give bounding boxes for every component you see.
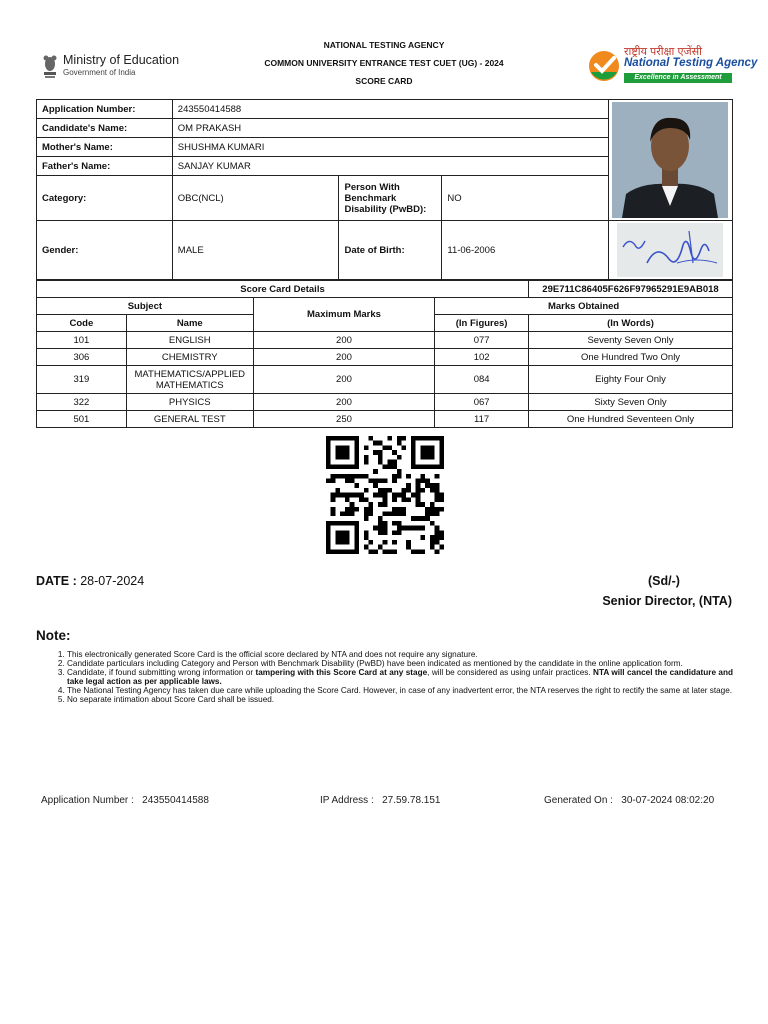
- words-header: (In Words): [529, 315, 733, 332]
- note-item: 1. This electronically generated Score Card is the official score declared by NTA and does not require any signature.: [67, 650, 733, 659]
- ministry-subtitle: Government of India: [63, 68, 136, 77]
- score-card-details-label: Score Card Details: [37, 281, 529, 298]
- subject-header: Subject: [37, 298, 254, 315]
- exam-title: COMMON UNIVERSITY ENTRANCE TEST CUET (UG) - 2024: [264, 58, 504, 68]
- photo-cell: [608, 100, 732, 221]
- footer-ip-value: 27.59.78.151: [382, 795, 441, 806]
- gender-value: MALE: [172, 221, 339, 280]
- marks-figures: 077: [435, 332, 529, 349]
- footer-app-label: Application Number :: [41, 795, 134, 806]
- figures-header: (In Figures): [435, 315, 529, 332]
- marks-words: One Hundred Two Only: [529, 349, 733, 366]
- subject-code: 322: [37, 394, 127, 411]
- date-line: [36, 574, 144, 588]
- footer-application-number: [41, 795, 209, 806]
- note-item: 5. No separate intimation about Score Card shall be issued.: [67, 695, 733, 704]
- mother-name-label: Mother's Name:: [37, 138, 173, 157]
- footer-app-value: 243550414588: [142, 795, 209, 806]
- note-heading: Note:: [36, 628, 71, 643]
- mother-name-value: SHUSHMA KUMARI: [172, 138, 608, 157]
- footer-gen-label: Generated On :: [544, 795, 613, 806]
- candidate-name-value: OM PRAKASH: [172, 119, 608, 138]
- score-card-code: 29E711C86405F626F97965291E9AB018: [529, 281, 733, 298]
- subject-code: 319: [37, 366, 127, 394]
- table-row: [37, 332, 733, 349]
- nta-checkmark-icon: [588, 50, 620, 82]
- date-value: 28-07-2024: [80, 574, 145, 588]
- marks-figures: 084: [435, 366, 529, 394]
- pwbd-label: Person With Benchmark Disability (PwBD):: [339, 176, 442, 221]
- subject-name: CHEMISTRY: [126, 349, 253, 366]
- footer-ip-address: [320, 795, 440, 806]
- candidate-photo: [612, 102, 728, 218]
- marks-words: Eighty Four Only: [529, 366, 733, 394]
- application-number-label: Application Number:: [37, 100, 173, 119]
- note-emphasis: tampering with this Score Card at any stage: [255, 668, 428, 677]
- application-number-row: [37, 100, 733, 119]
- marks-words: One Hundred Seventeen Only: [529, 411, 733, 428]
- candidate-name-label: Candidate's Name:: [37, 119, 173, 138]
- gender-label: Gender:: [37, 221, 173, 280]
- marks-figures: 067: [435, 394, 529, 411]
- national-emblem-icon: [40, 50, 60, 80]
- max-marks: 200: [253, 366, 434, 394]
- note-item: [67, 668, 733, 686]
- max-marks: 200: [253, 332, 434, 349]
- subject-code: 306: [37, 349, 127, 366]
- marks-words: Seventy Seven Only: [529, 332, 733, 349]
- table-row: [37, 349, 733, 366]
- signature-image: [617, 223, 723, 277]
- father-name-value: SANJAY KUMAR: [172, 157, 608, 176]
- note-text: Candidate, if found submitting wrong information or: [67, 668, 256, 677]
- name-header: Name: [126, 315, 253, 332]
- candidate-info-table: [36, 99, 733, 280]
- father-name-label: Father's Name:: [37, 157, 173, 176]
- subject-code: 101: [37, 332, 127, 349]
- subject-name: MATHEMATICS/APPLIED MATHEMATICS: [126, 366, 253, 394]
- table-row: [37, 366, 733, 394]
- note-item: 4. The National Testing Agency has taken due care while uploading the Score Card. However, in case of any inadvertent error, the NTA reserves the right to rectify the same at later stage.: [67, 686, 733, 695]
- marks-header-row: [37, 298, 733, 315]
- dob-label: Date of Birth:: [339, 221, 442, 280]
- footer-ip-label: IP Address :: [320, 795, 374, 806]
- footer-gen-value: 30-07-2024 08:02:20: [621, 795, 715, 806]
- candidate-photo-image: [612, 102, 728, 218]
- gender-row: [37, 221, 733, 280]
- application-number-value: 243550414588: [172, 100, 608, 119]
- marks-table: [36, 280, 733, 428]
- notes-list: [36, 650, 733, 704]
- marks-obtained-header: Marks Obtained: [435, 298, 733, 315]
- category-value: OBC(NCL): [172, 176, 339, 221]
- nta-logo: [588, 44, 758, 84]
- marks-figures: 102: [435, 349, 529, 366]
- document-title: SCORE CARD: [355, 76, 413, 86]
- dob-value: 11-06-2006: [442, 221, 609, 280]
- max-marks-header: Maximum Marks: [253, 298, 434, 332]
- subject-name: GENERAL TEST: [126, 411, 253, 428]
- ministry-logo: [40, 50, 190, 80]
- ministry-title: Ministry of Education: [63, 53, 180, 67]
- signed-mark: (Sd/-): [648, 574, 680, 588]
- nta-hindi-name: राष्ट्रीय परीक्षा एजेंसी: [624, 46, 702, 58]
- note-text: , will be considered as using unfair practices.: [427, 668, 594, 677]
- agency-title: NATIONAL TESTING AGENCY: [323, 40, 445, 50]
- code-header: Code: [37, 315, 127, 332]
- nta-english-name: National Testing Agency: [624, 57, 758, 69]
- note-item: 2. Candidate particulars including Category and Person with Benchmark Disability (PwBD) have been indicated as mentioned by the candidate in the online application form.: [67, 659, 733, 668]
- marks-words: Sixty Seven Only: [529, 394, 733, 411]
- subject-name: ENGLISH: [126, 332, 253, 349]
- footer-generated-on: [544, 795, 714, 806]
- table-row: [37, 394, 733, 411]
- qr-code-icon: [322, 436, 448, 554]
- max-marks: 200: [253, 349, 434, 366]
- max-marks: 250: [253, 411, 434, 428]
- pwbd-value: NO: [442, 176, 609, 221]
- signature-cell: [608, 221, 732, 280]
- signatory-designation: Senior Director, (NTA): [602, 594, 732, 608]
- marks-figures: 117: [435, 411, 529, 428]
- nta-tagline: Excellence in Assessment: [624, 73, 732, 83]
- note-emphasis: NTA will cancel the candidature and take legal action as per applicable laws.: [67, 668, 733, 686]
- score-card-details-row: [37, 281, 733, 298]
- subject-code: 501: [37, 411, 127, 428]
- date-label: DATE :: [36, 574, 77, 588]
- subject-name: PHYSICS: [126, 394, 253, 411]
- table-row: [37, 411, 733, 428]
- max-marks: 200: [253, 394, 434, 411]
- candidate-signature: [617, 223, 723, 277]
- category-label: Category:: [37, 176, 173, 221]
